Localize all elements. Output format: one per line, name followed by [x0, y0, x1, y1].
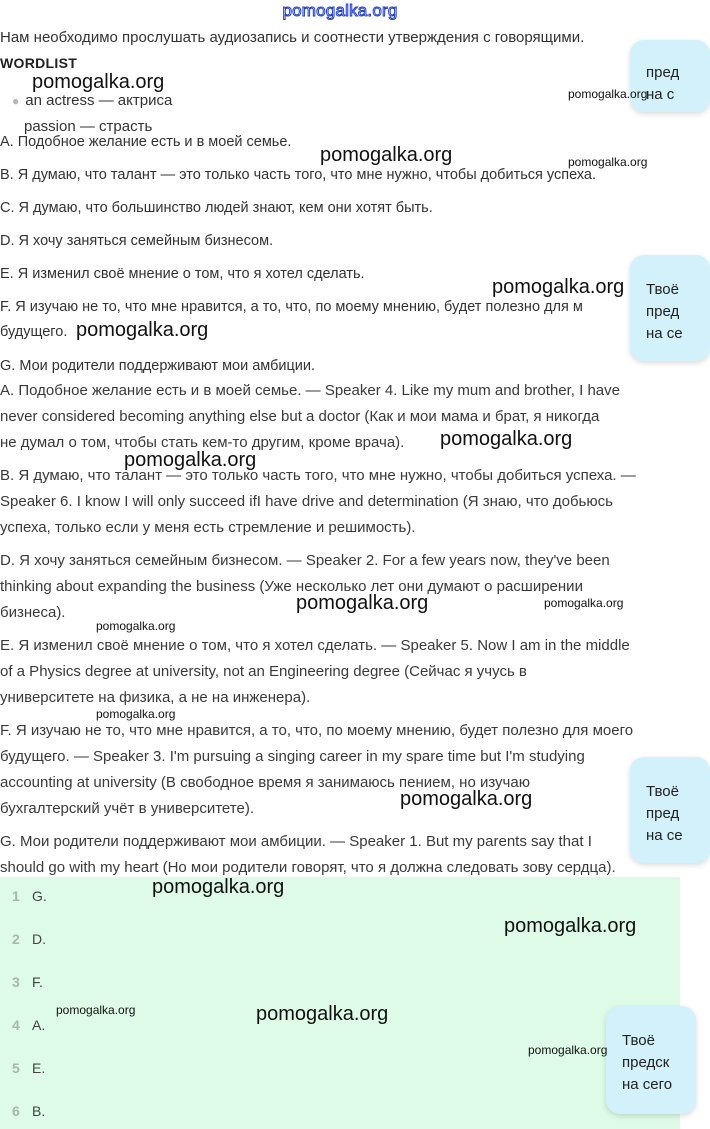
answer-block-f [0, 718, 680, 822]
answer-line: E. Я изменил своё мнение о том, что я хотел сделать. — Speaker 5. Now I am in the middle [0, 637, 630, 654]
answer-line: D. Я хочу заняться семейным бизнесом. — Speaker 2. For a few years now, they've been [0, 552, 610, 569]
answer-line: should go with my heart (Но мои родители говорят, что я должна следовать зову сердца). [0, 859, 616, 876]
answer-line: Speaker 6. I know I will only succeed ifI have drive and determination (Я знаю, что добьюсь [0, 493, 613, 510]
answer-key-row: 5 E. [12, 1060, 46, 1076]
answer-block-b [0, 463, 680, 541]
answer-line: будущего. — Speaker 3. I'm pursuing a singing career in my spare time but I'm studying [0, 748, 585, 765]
answer-line: университете на физика, а не на инженера). [0, 689, 311, 706]
watermark: pomogalka.org [76, 319, 209, 341]
answer-line: успеха, только если у меня есть стремление и решимость). [0, 519, 416, 536]
answer-key-row: 3 F. [12, 974, 43, 990]
watermark: pomogalka.org [152, 876, 285, 898]
promo-card[interactable]: пред на с [630, 40, 710, 112]
answer-line: F. Я изучаю не то, что мне нравится, а то, что, по моему мнению, будет полезно для моего [0, 722, 634, 739]
watermark: pomogalka.org [504, 915, 637, 937]
watermark: pomogalka.org [124, 449, 257, 471]
watermark: pomogalka.org [544, 596, 624, 610]
answer-key-row: 1 G. [12, 888, 47, 904]
watermark: pomogalka.org [568, 155, 648, 169]
watermark: pomogalka.org [568, 87, 648, 101]
statement: будущего. [0, 324, 68, 340]
answer-line: thinking about expanding the business (Уже несколько лет они думают о расширении [0, 578, 583, 595]
answer-key-row: 6 B. [12, 1103, 46, 1119]
watermark: pomogalka.org [296, 592, 429, 614]
watermark: pomogalka.org [528, 1043, 608, 1057]
wordlist-heading: WORDLIST [0, 55, 78, 71]
answer-line: бизнеса). [0, 604, 66, 621]
promo-card[interactable]: Твоё пред на се [630, 255, 710, 361]
answer-line: B. Я думаю, что талант — это только часть того, что мне нужно, чтобы добиться успеха. — [0, 467, 636, 484]
answer-line: G. Мои родители поддерживают мои амбиции. — Speaker 1. But my parents say that I [0, 833, 592, 850]
wordlist-item-clipped: passion — страсть [24, 118, 153, 135]
watermark: pomogalka.org [440, 428, 573, 450]
answer-line: не думал о том, чтобы стать кем-то другим, кроме врача). [0, 434, 405, 451]
statement: F. Я изучаю не то, что мне нравится, а то, что, по моему мнению, будет полезно для м [0, 299, 583, 315]
intro-text: Нам необходимо прослушать аудиозапись и соотнести утверждения с говорящими. [0, 29, 585, 46]
answer-block-a [0, 378, 680, 456]
promo-card[interactable]: Твоё пред на се [630, 757, 710, 863]
statement: D. Я хочу заняться семейным бизнесом. [0, 233, 274, 249]
answer-line: never considered becoming anything else but a doctor (Как и мои мама и брат, я никогда [0, 408, 600, 425]
statement: G. Мои родители поддерживают мои амбиции. [0, 358, 316, 374]
promo-card[interactable]: Твоё предск на сего [606, 1006, 696, 1114]
statement: E. Я изменил своё мнение о том, что я хотел сделать. [0, 266, 365, 282]
watermark: pomogalka.org [400, 788, 533, 810]
watermark: pomogalka.org [96, 619, 176, 633]
watermark: pomogalka.org [256, 1003, 389, 1025]
watermark: pomogalka.org [32, 71, 165, 93]
statement: B. Я думаю, что талант — это только часть того, что мне нужно, чтобы добиться успеха. [0, 167, 597, 183]
answer-key-row: 4 A. [12, 1017, 46, 1033]
wordlist-item: ● an actress — актриса [12, 92, 173, 109]
watermark: pomogalka.org [96, 707, 176, 721]
answer-block-e [0, 633, 680, 711]
answer-line: бухгалтерский учёт в университете). [0, 800, 254, 817]
answer-key-row: 2 D. [12, 931, 46, 947]
answer-line: A. Подобное желание есть и в моей семье. — Speaker 4. Like my mum and brother, I have [0, 382, 620, 399]
answer-line: accounting at university (В свободное время я занимаюсь пением, но изучаю [0, 774, 530, 791]
watermark: pomogalka.org [56, 1003, 136, 1017]
watermark: pomogalka.org [320, 144, 453, 166]
watermark: pomogalka.org [492, 276, 625, 298]
site-title[interactable]: pomogalka.org [282, 1, 398, 20]
bullet-icon: ● [12, 94, 20, 109]
statement: A. Подобное желание есть и в моей семье. [0, 134, 292, 150]
statement: C. Я думаю, что большинство людей знают, кем они хотят быть. [0, 200, 433, 216]
answer-block-g [0, 829, 680, 881]
answer-line: of a Physics degree at university, not an Engineering degree (Сейчас я учусь в [0, 663, 527, 680]
